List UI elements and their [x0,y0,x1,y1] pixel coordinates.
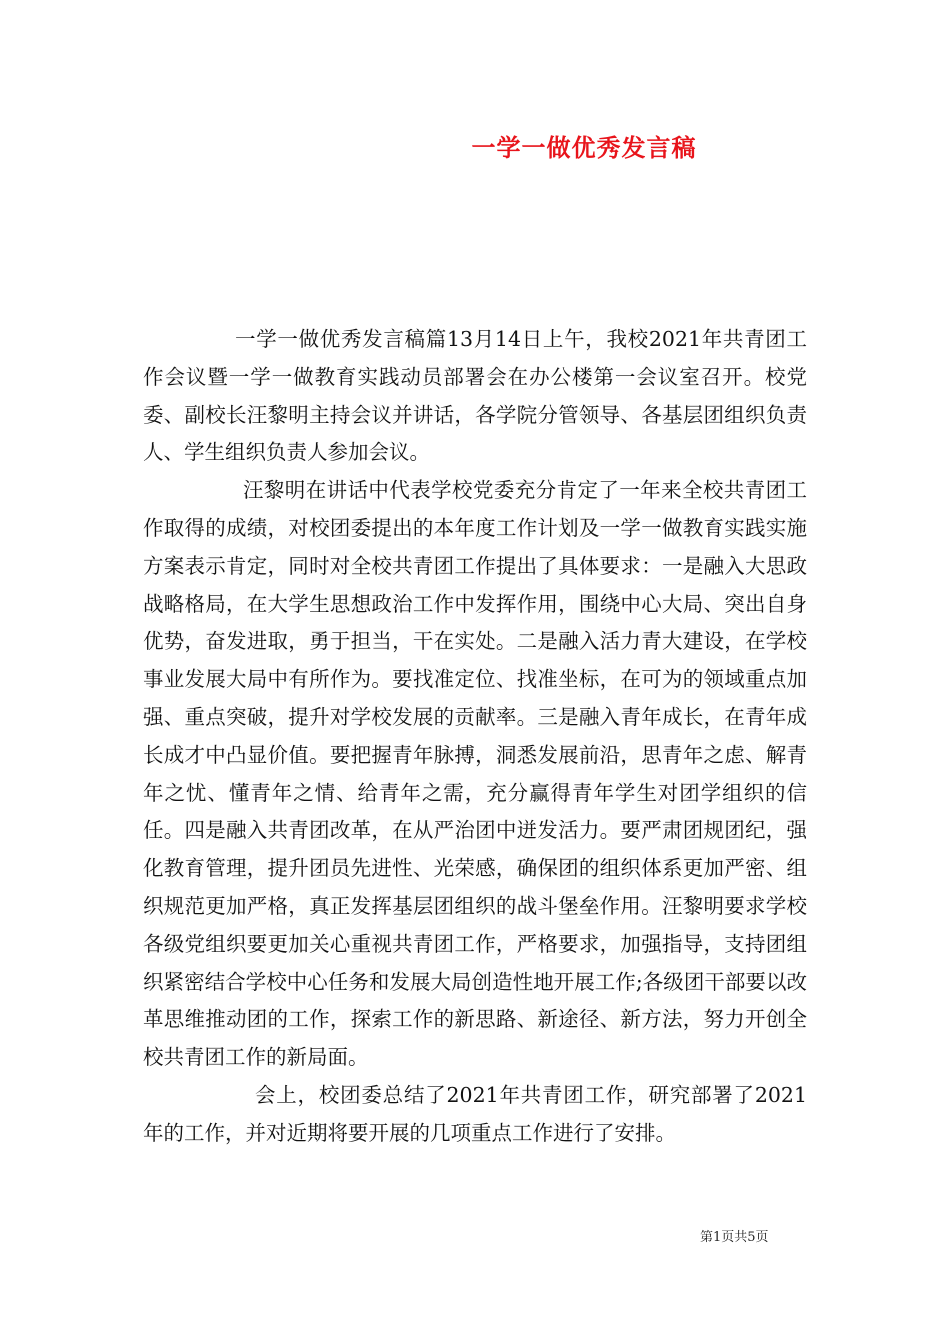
document-title: 一学一做优秀发言稿 [471,133,697,162]
paragraph-2: 汪黎明在讲话中代表学校党委充分肯定了一年来全校共青团工作取得的成绩，对校团委提出的本年度工作计划及一学一做教育实践实施方案表示肯定，同时对全校共青团工作提出了具体要求：一是融入大思政战略格局，在大学生思想政治工作中发挥作用，围绕中心大局、突出自身优势，奋发进取，勇于担当，干在实处。二是融入活力青大建设，在学校事业发展大局中有所作为。要找准定位、找准坐标，在可为的领域重点加强、重点突破，提升对学校发展的贡献率。三是融入青年成长，在青年成长成才中凸显价值。要把握青年脉搏，洞悉发展前沿，思青年之虑、解青年之忧、懂青年之情、给青年之需，充分赢得青年学生对团学组织的信任。四是融入共青团改革，在从严治团中迸发活力。要严肃团规团纪，强化教育管理，提升团员先进性、光荣感，确保团的组织体系更加严密、组织规范更加严格，真正发挥基层团组织的战斗堡垒作用。汪黎明要求学校各级党组织要更加关心重视共青团工作，严格要求，加强指导，支持团组织紧密结合学校中心任务和发展大局创造性地开展工作;各级团干部要以改革思维推动团的工作，探索工作的新思路、新途径、新方法，努力开创全校共青团工作的新局面。 [143,478,807,1070]
paragraph-3: 会上，校团委总结了2021年共青团工作，研究部署了2021年的工作，并对近期将要开展的几项重点工作进行了安排。 [143,1082,807,1145]
paragraph-1: 一学一做优秀发言稿篇13月14日上午，我校2021年共青团工作会议暨一学一做教育实践动员部署会在办公楼第一会议室召开。校党委、副校长汪黎明主持会议并讲话，各学院分管领导、各基层团组织负责人、学生组织负责人参加会议。 [143,327,807,465]
document-body [143,321,807,1153]
page-number: 第1页共5页 [700,1230,769,1245]
